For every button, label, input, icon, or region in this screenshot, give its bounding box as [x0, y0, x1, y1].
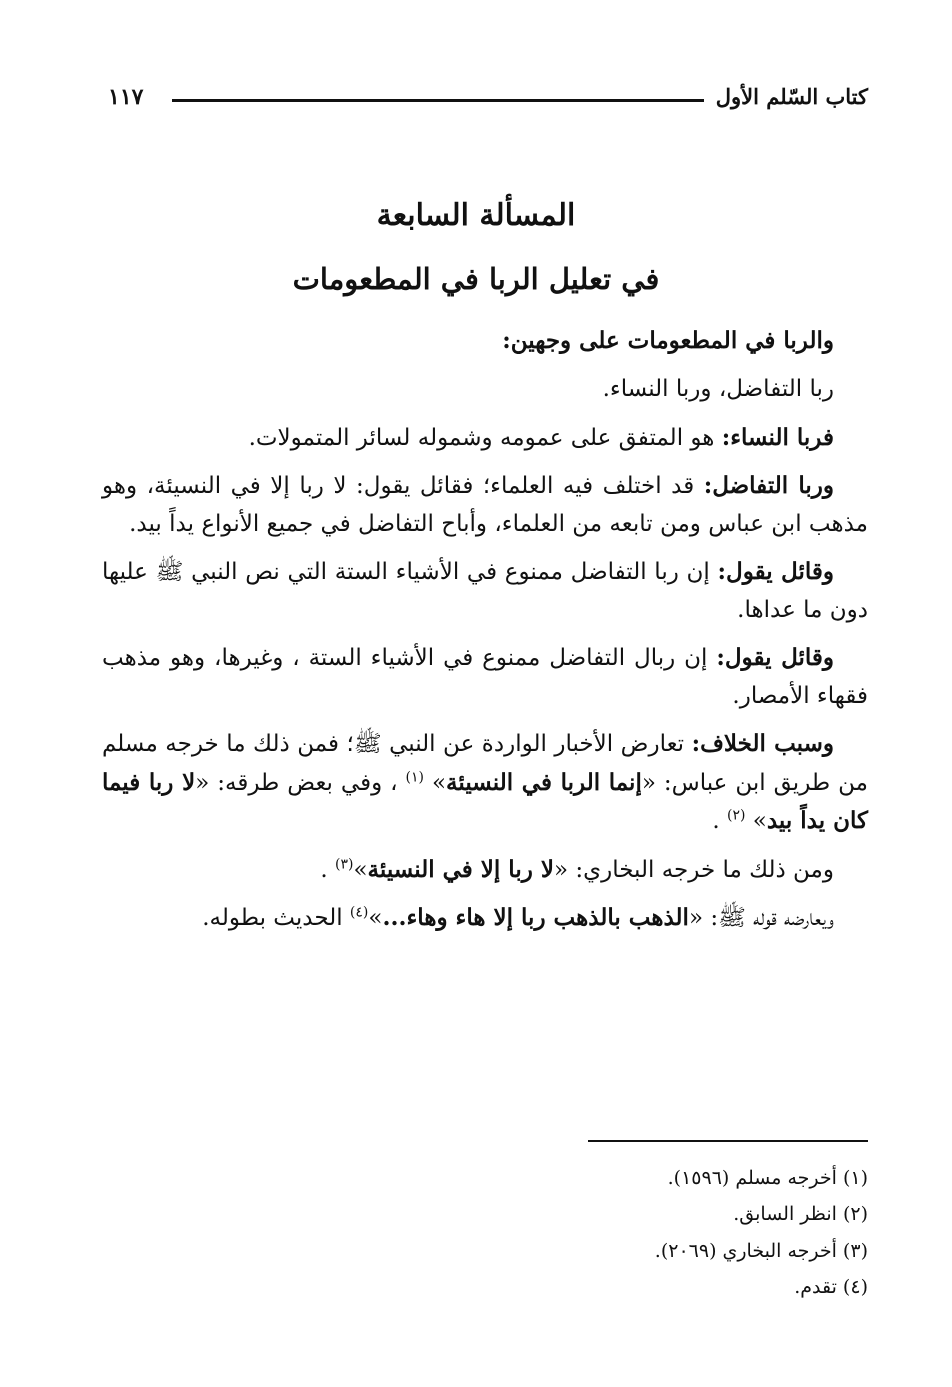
- text-run: تعارض الأخبار الواردة عن النبي ﷺ؛ فمن ذلك ما خرجه مسلم من طريق ابن عباس: «: [102, 731, 868, 796]
- paragraph-khilaf: [102, 725, 868, 840]
- body-text: [102, 322, 868, 948]
- paragraph-text: هو المتفق على عمومه وشموله لسائر المتمولات.: [248, 424, 722, 451]
- paragraph: [102, 553, 868, 629]
- footnote-ref: (٤): [349, 904, 369, 921]
- paragraph-lead: والربا في المطعومات على وجهين:: [502, 327, 834, 354]
- hadith-quote: الذهب بالذهب ربا إلا هاء وهاء...: [382, 904, 689, 932]
- footnote-ref: (١): [405, 769, 424, 786]
- paragraph: [102, 639, 868, 715]
- chapter-heading: المسألة السابعة: [376, 198, 576, 233]
- footnote-ref: (٣): [335, 856, 354, 873]
- paragraph-lead: وقائل يقول:: [716, 644, 835, 672]
- text-run: »: [745, 808, 767, 835]
- running-header-title: كتاب السّلم الأول: [715, 84, 868, 109]
- footnote: (١) أخرجه مسلم (١٥٩٦).: [667, 1167, 868, 1189]
- paragraph-text: ربا التفاضل، وربا النساء.: [602, 376, 834, 403]
- text-run: ، وفي بعض طرقه: «: [195, 769, 406, 796]
- footnote: (٣) أخرجه البخاري (٢٠٦٩).: [654, 1239, 868, 1262]
- text-run: »: [368, 905, 383, 932]
- paragraph-text: قد اختلف فيه العلماء؛ فقائل يقول: لا ربا إلا في النسيئة، وهو مذهب ابن عباس ومن تابعه من العلماء، وأباح التفاضل في جميع الأنواع يداً بيد.: [102, 473, 868, 537]
- text-run: .: [320, 856, 335, 883]
- hadith-quote: لا ربا إلا في النسيئة: [367, 855, 554, 883]
- paragraph: [102, 370, 868, 408]
- footnote: (٤) تقدم.: [794, 1276, 868, 1299]
- paragraph-lead: وربا التفاضل:: [703, 472, 834, 500]
- footnote-ref: (٢): [726, 807, 746, 824]
- footnotes: [102, 1160, 868, 1306]
- text-run: »: [424, 769, 447, 796]
- paragraph-lead: فربا النساء:: [721, 423, 834, 451]
- running-header: [108, 84, 868, 120]
- paragraph-text: إن ربال التفاضل ممنوع في الأشياء الستة ، وغيرها، وهو مذهب فقهاء الأمصار.: [102, 645, 868, 709]
- paragraph-muarid: [102, 899, 868, 937]
- hadith-quote: لا ربا فيما كان يداً بيد: [102, 768, 868, 835]
- text-run: ومن ذلك ما خرجه البخاري: «: [553, 856, 834, 883]
- paragraph-bukhari: [102, 851, 868, 889]
- footnote-rule: [588, 1140, 868, 1142]
- text-run: ويعارضه قوله ﷺ: «: [688, 905, 834, 932]
- footnote: (٢) انظر السابق.: [733, 1203, 868, 1226]
- paragraph-lead: وسبب الخلاف:: [691, 730, 834, 758]
- text-run: »: [353, 856, 368, 883]
- hadith-quote: إنما الربا في النسيئة: [446, 768, 642, 796]
- chapter-subtitle: في تعليل الربا في المطعومات: [292, 262, 660, 296]
- paragraph: [102, 419, 868, 457]
- paragraph: [102, 322, 868, 360]
- paragraph: [102, 467, 868, 543]
- header-rule: [172, 99, 704, 102]
- text-run: .: [712, 808, 727, 835]
- text-run: الحديث بطوله.: [202, 905, 350, 932]
- paragraph-lead: وقائل يقول:: [717, 558, 834, 586]
- paragraph-text: إن ربا التفاضل ممنوع في الأشياء الستة التي نص النبي ﷺ عليها دون ما عداها.: [102, 559, 868, 623]
- page-number: ١١٧: [108, 84, 144, 110]
